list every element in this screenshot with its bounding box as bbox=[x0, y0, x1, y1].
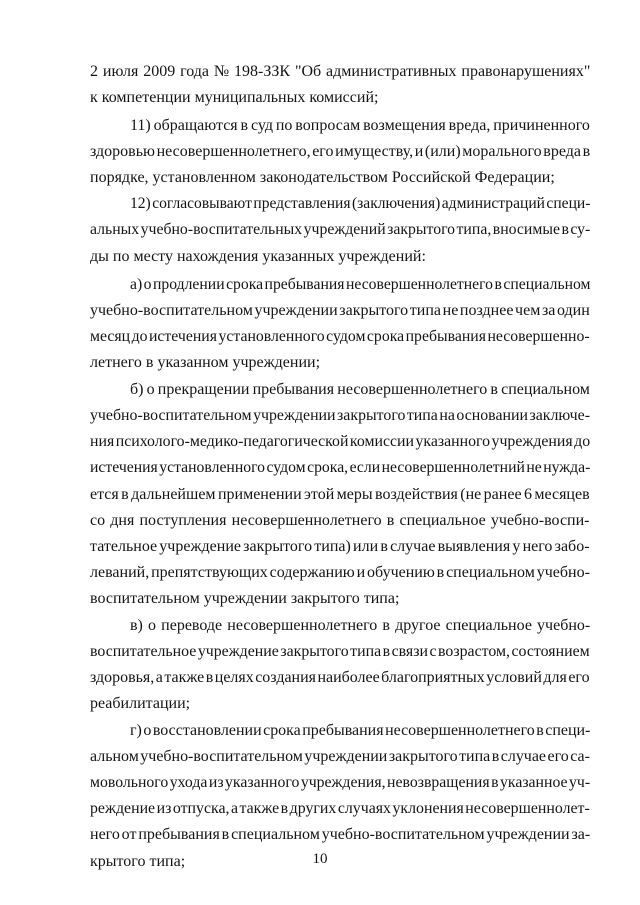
text-line: а) о продлении срока пребывания несовершеннолетнего в специальном bbox=[130, 276, 591, 293]
text-line: мовольного ухода из указанного учреждения, невозвращения в указанное уч- bbox=[90, 774, 591, 791]
text-line: здоровью несовершеннолетнего, его имуществу, и (или) морального вреда в bbox=[90, 143, 591, 160]
text-line: 11) обращаются в суд по вопросам возмещения вреда, причиненного bbox=[130, 117, 590, 134]
text-line: летнего в указанном учреждении; bbox=[90, 354, 321, 371]
text-line: здоровья, а также в целях создания наиболее благоприятных условий для его bbox=[90, 669, 590, 686]
text-line: со дня поступления несовершеннолетнего в специальное учебно-воспи- bbox=[90, 512, 590, 529]
text-line: порядке, установленном законодательством Российской Федерации; bbox=[90, 169, 555, 186]
text-line: альном учебно-воспитательном учреждении закрытого типа в случае его са- bbox=[90, 748, 590, 765]
text-line: ды по месту нахождения указанных учреждений: bbox=[90, 248, 426, 265]
text-line: альных учебно-воспитательных учреждений закрытого типа, вносимые в су- bbox=[90, 221, 591, 238]
text-line: г) о восстановлении срока пребывания несовершеннолетнего в специ- bbox=[130, 722, 591, 739]
text-line: леваний, препятствующих содержанию и обучению в специальном учебно- bbox=[90, 564, 590, 581]
text-line: реждение из отпуска, а также в других случаях уклонения несовершеннолет- bbox=[90, 800, 590, 817]
text-line: учебно-воспитательном учреждении закрытого типа на основании заключе- bbox=[90, 407, 590, 424]
text-line: учебно-воспитательном учреждении закрытого типа не позднее чем за один bbox=[90, 302, 590, 319]
text-line: реабилитации; bbox=[90, 695, 191, 712]
text-line: ния психолого-медико-педагогической комиссии указанного учреждения до bbox=[90, 433, 591, 450]
text-line: в) о переводе несовершеннолетнего в другое специальное учебно- bbox=[130, 617, 591, 634]
text-line: тательное учреждение закрытого типа) или в случае выявления у него забо- bbox=[90, 538, 590, 555]
text-line: 12) согласовывают представления (заключения) администраций специ- bbox=[130, 195, 591, 212]
page-number: 10 bbox=[312, 851, 328, 867]
text-line: истечения установленного судом срока, если несовершеннолетний не нужда- bbox=[90, 459, 591, 476]
text-line: ется в дальнейшем применении этой меры воздействия (не ранее 6 месяцев bbox=[90, 486, 590, 503]
text-line: воспитательное учреждение закрытого типа в связи с возрастом, состоянием bbox=[90, 643, 590, 660]
text-line: б) о прекращении пребывания несовершеннолетнего в специальном bbox=[130, 381, 590, 398]
text-line: крытого типа; bbox=[90, 853, 186, 870]
text-line: 2 июля 2009 года № 198-ЗЗК "Об административных правонарушениях" bbox=[90, 63, 591, 80]
text-line: месяц до истечения установленного судом срока пребывания несовершенно- bbox=[90, 328, 590, 345]
text-line: него от пребывания в специальном учебно-воспитательном учреждении за- bbox=[90, 826, 591, 843]
text-line: воспитательном учреждении закрытого типа; bbox=[90, 590, 400, 607]
text-line: к компетенции муниципальных комиссий; bbox=[90, 89, 379, 106]
